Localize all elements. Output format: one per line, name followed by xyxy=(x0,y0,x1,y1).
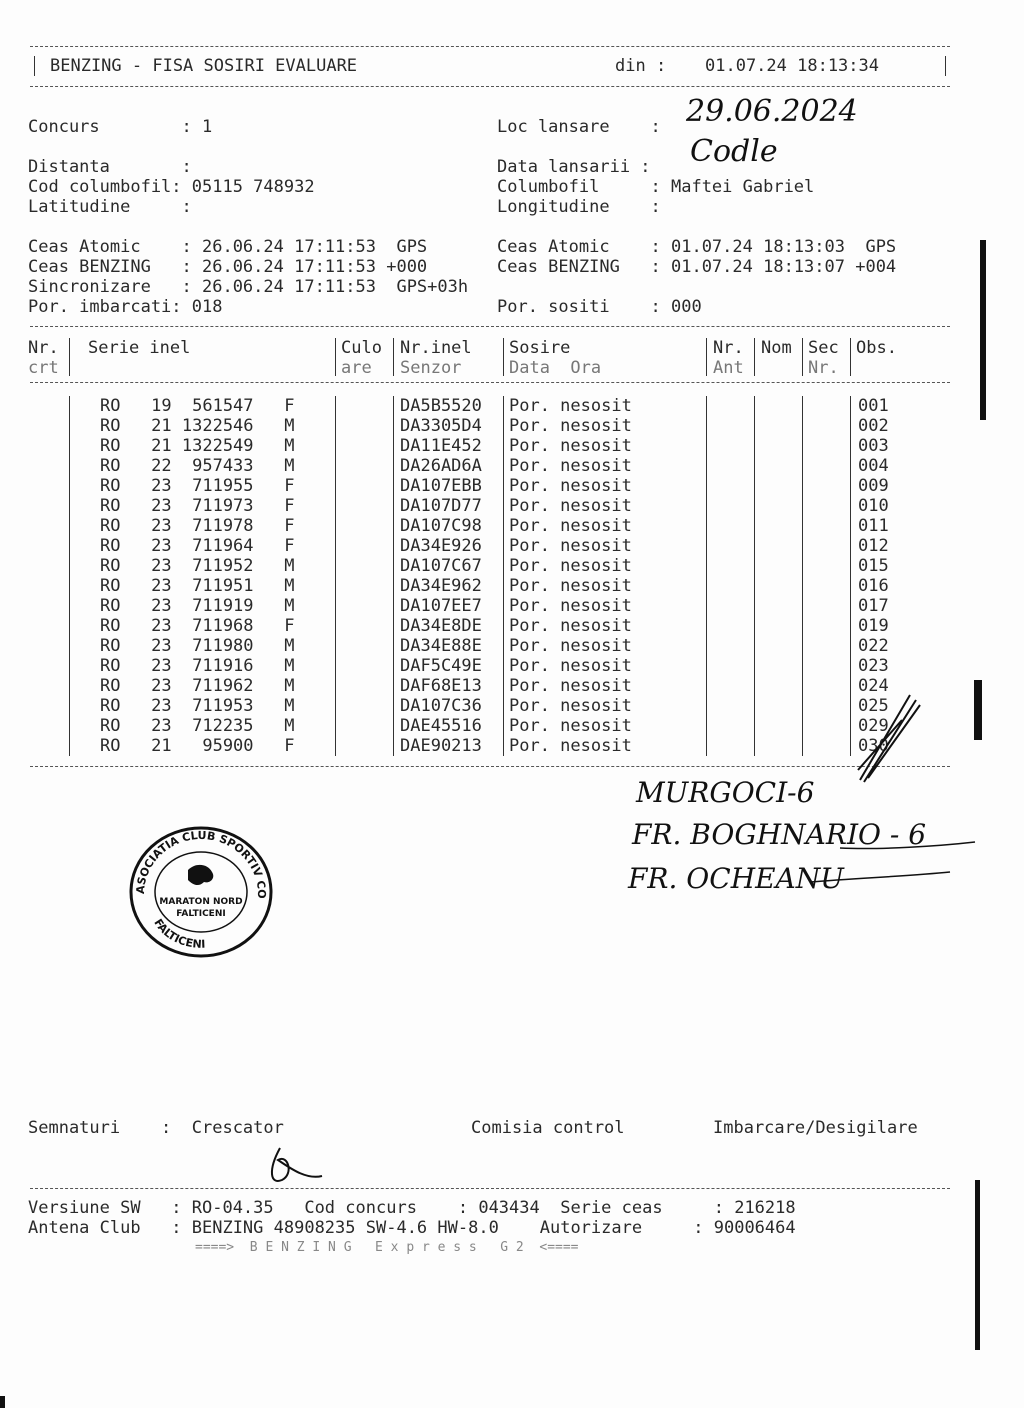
col-senzor-sub: Senzor xyxy=(400,358,462,378)
obs-cell: 015 xyxy=(858,556,889,576)
imbarcare-label: Imbarcare/Desigilare xyxy=(713,1118,918,1138)
ring-cell: RO 23 711980 M xyxy=(100,636,295,656)
status-cell: Por. nesosit xyxy=(509,636,632,656)
status-cell: Por. nesosit xyxy=(509,556,632,576)
sensor-cell: DA5B5520 xyxy=(400,396,482,416)
handwritten-underline xyxy=(620,820,980,900)
col-sosire: Sosire xyxy=(509,338,571,358)
sensor-cell: DAF68E13 xyxy=(400,676,482,696)
ring-cell: RO 23 711916 M xyxy=(100,656,295,676)
status-cell: Por. nesosit xyxy=(509,716,632,736)
divider xyxy=(393,338,394,376)
divider xyxy=(30,1188,950,1189)
sensor-cell: DA34E962 xyxy=(400,576,482,596)
ring-cell: RO 23 711964 F xyxy=(100,536,295,556)
col-sosire-sub: Data Ora xyxy=(509,358,602,378)
divider xyxy=(30,382,950,383)
handwritten-date: 29.06.2024 xyxy=(686,94,858,129)
report-title: BENZING - FISA SOSIRI EVALUARE xyxy=(50,56,358,76)
divider xyxy=(335,338,336,376)
status-cell: Por. nesosit xyxy=(509,496,632,516)
ceas-benzing-end: Ceas BENZING : 01.07.24 18:13:07 +004 xyxy=(497,257,897,277)
divider xyxy=(34,56,35,76)
divider xyxy=(802,396,803,756)
stamp-top-text: ASOCIATIA CLUB SPORTIV CO xyxy=(133,828,269,899)
divider xyxy=(393,396,394,756)
sensor-cell: DAE45516 xyxy=(400,716,482,736)
divider xyxy=(69,396,70,756)
obs-cell: 022 xyxy=(858,636,889,656)
ring-cell: RO 23 712235 M xyxy=(100,716,295,736)
ring-cell: RO 21 1322546 M xyxy=(100,416,295,436)
ring-cell: RO 23 711955 F xyxy=(100,476,295,496)
divider xyxy=(945,56,946,76)
status-cell: Por. nesosit xyxy=(509,536,632,556)
loc-lansare-field: Loc lansare : xyxy=(497,117,661,137)
obs-cell: 025 xyxy=(858,696,889,716)
divider xyxy=(802,338,803,376)
col-nr-inel: Nr.inel xyxy=(400,338,472,358)
col-culoare: Culo xyxy=(341,338,382,358)
ring-cell: RO 21 95900 F xyxy=(100,736,295,756)
divider xyxy=(30,766,950,767)
obs-cell: 010 xyxy=(858,496,889,516)
status-cell: Por. nesosit xyxy=(509,696,632,716)
col-culoare-sub: are xyxy=(341,358,372,378)
sensor-cell: DA107EBB xyxy=(400,476,482,496)
ring-cell: RO 23 711952 M xyxy=(100,556,295,576)
antena-club-line: Antena Club : BENZING 48908235 SW-4.6 HW-8.0 Autorizare : 90006464 xyxy=(28,1218,796,1238)
handwritten-note-2: FR. BOGHNARIO - 6 xyxy=(632,818,927,851)
ceas-atomic-end: Ceas Atomic : 01.07.24 18:13:03 GPS xyxy=(497,237,897,257)
ring-cell: RO 23 711978 F xyxy=(100,516,295,536)
divider xyxy=(503,396,504,756)
sensor-cell: DA11E452 xyxy=(400,436,482,456)
sensor-cell: DAF5C49E xyxy=(400,656,482,676)
obs-cell: 009 xyxy=(858,476,889,496)
col-sec: Sec xyxy=(808,338,839,358)
col-nr-ant: Nr. xyxy=(713,338,744,358)
scan-artifact xyxy=(975,1180,980,1350)
status-cell: Por. nesosit xyxy=(509,656,632,676)
ring-cell: RO 23 711951 M xyxy=(100,576,295,596)
ring-cell: RO 23 711968 F xyxy=(100,616,295,636)
obs-cell: 030 xyxy=(858,736,889,756)
concurs-field: Concurs : 1 xyxy=(28,117,213,137)
benzing-express-banner: ====> B E N Z I N G E x p r e s s G 2 <==== xyxy=(195,1240,579,1255)
status-cell: Por. nesosit xyxy=(509,616,632,636)
ring-cell: RO 23 711962 M xyxy=(100,676,295,696)
stamp-center-2: FALTICENI xyxy=(176,909,226,919)
scan-artifact xyxy=(0,1396,5,1408)
semnaturi-label: Semnaturi : Crescator xyxy=(28,1118,284,1138)
obs-cell: 004 xyxy=(858,456,889,476)
status-cell: Por. nesosit xyxy=(509,516,632,536)
signature xyxy=(260,1140,330,1190)
status-cell: Por. nesosit xyxy=(509,416,632,436)
col-nr: Nr. xyxy=(28,338,59,358)
obs-cell: 017 xyxy=(858,596,889,616)
obs-cell: 003 xyxy=(858,436,889,456)
ceas-atomic-start: Ceas Atomic : 26.06.24 17:11:53 GPS xyxy=(28,237,428,257)
divider xyxy=(850,338,851,376)
col-nr-sub: crt xyxy=(28,358,59,378)
sensor-cell: DA26AD6A xyxy=(400,456,482,476)
status-cell: Por. nesosit xyxy=(509,396,632,416)
svg-text:FALTICENI xyxy=(151,917,205,951)
porumbei-sositi: Por. sositi : 000 xyxy=(497,297,702,317)
latitudine-field: Latitudine : xyxy=(28,197,192,217)
sensor-cell: DA107D77 xyxy=(400,496,482,516)
ring-cell: RO 23 711919 M xyxy=(100,596,295,616)
sensor-cell: DA107C98 xyxy=(400,516,482,536)
sensor-cell: DA107C36 xyxy=(400,696,482,716)
comisia-control-label: Comisia control xyxy=(471,1118,625,1138)
obs-cell: 023 xyxy=(858,656,889,676)
divider xyxy=(503,338,504,376)
sensor-cell: DA34E88E xyxy=(400,636,482,656)
obs-cell: 002 xyxy=(858,416,889,436)
status-cell: Por. nesosit xyxy=(509,576,632,596)
ring-cell: RO 23 711973 F xyxy=(100,496,295,516)
obs-cell: 016 xyxy=(858,576,889,596)
obs-cell: 011 xyxy=(858,516,889,536)
status-cell: Por. nesosit xyxy=(509,456,632,476)
obs-cell: 024 xyxy=(858,676,889,696)
obs-cell: 029 xyxy=(858,716,889,736)
ring-cell: RO 22 957433 M xyxy=(100,456,295,476)
divider xyxy=(30,326,950,327)
col-nr-ant-sub: Ant xyxy=(713,358,744,378)
divider xyxy=(30,46,950,47)
ring-cell: RO 23 711953 M xyxy=(100,696,295,716)
divider xyxy=(706,396,707,756)
stamp-bottom-text: FALTICENI xyxy=(151,916,206,951)
porumbei-imbarcati: Por. imbarcati: 018 xyxy=(28,297,223,317)
cod-columbofil-field: Cod columbofil: 05115 748932 xyxy=(28,177,315,197)
col-serie-inel: Serie inel xyxy=(88,338,191,358)
distanta-field: Distanta : xyxy=(28,157,192,177)
sensor-cell: DA107C67 xyxy=(400,556,482,576)
handwritten-note-3: FR. OCHEANU xyxy=(628,862,844,895)
divider xyxy=(69,338,70,376)
dove-icon xyxy=(188,865,213,885)
divider xyxy=(754,396,755,756)
status-cell: Por. nesosit xyxy=(509,596,632,616)
sensor-cell: DA34E8DE xyxy=(400,616,482,636)
sensor-cell: DAE90213 xyxy=(400,736,482,756)
sensor-cell: DA3305D4 xyxy=(400,416,482,436)
sensor-cell: DA107EE7 xyxy=(400,596,482,616)
versiune-sw-line: Versiune SW : RO-04.35 Cod concurs : 043434 Serie ceas : 216218 xyxy=(28,1198,796,1218)
report-date-label: din : xyxy=(615,56,667,76)
col-obs: Obs. xyxy=(856,338,897,358)
club-stamp xyxy=(126,822,276,962)
sincronizare-field: Sincronizare : 26.06.24 17:11:53 GPS+03h xyxy=(28,277,469,297)
obs-cell: 012 xyxy=(858,536,889,556)
divider xyxy=(754,338,755,376)
ring-cell: RO 19 561547 F xyxy=(100,396,295,416)
ceas-benzing-start: Ceas BENZING : 26.06.24 17:11:53 +000 xyxy=(28,257,428,277)
status-cell: Por. nesosit xyxy=(509,736,632,756)
divider xyxy=(706,338,707,376)
status-cell: Por. nesosit xyxy=(509,436,632,456)
handwritten-note-1: MURGOCI-6 xyxy=(636,776,815,809)
data-lansarii-field: Data lansarii : xyxy=(497,157,651,177)
handwritten-place: Codle xyxy=(690,134,778,169)
sensor-cell: DA34E926 xyxy=(400,536,482,556)
scan-artifact xyxy=(980,240,986,420)
report-date: 01.07.24 18:13:34 xyxy=(705,56,879,76)
ring-cell: RO 21 1322549 M xyxy=(100,436,295,456)
divider xyxy=(30,86,950,87)
col-nom: Nom xyxy=(761,338,792,358)
col-sec-sub: Nr. xyxy=(808,358,839,378)
longitudine-field: Longitudine : xyxy=(497,197,661,217)
obs-cell: 001 xyxy=(858,396,889,416)
divider xyxy=(335,396,336,756)
columbofil-field: Columbofil : Maftei Gabriel xyxy=(497,177,815,197)
status-cell: Por. nesosit xyxy=(509,676,632,696)
scan-artifact xyxy=(974,680,982,740)
handwritten-strike xyxy=(840,690,930,790)
stamp-center-1: MARATON NORD xyxy=(159,897,243,907)
obs-cell: 019 xyxy=(858,616,889,636)
status-cell: Por. nesosit xyxy=(509,476,632,496)
